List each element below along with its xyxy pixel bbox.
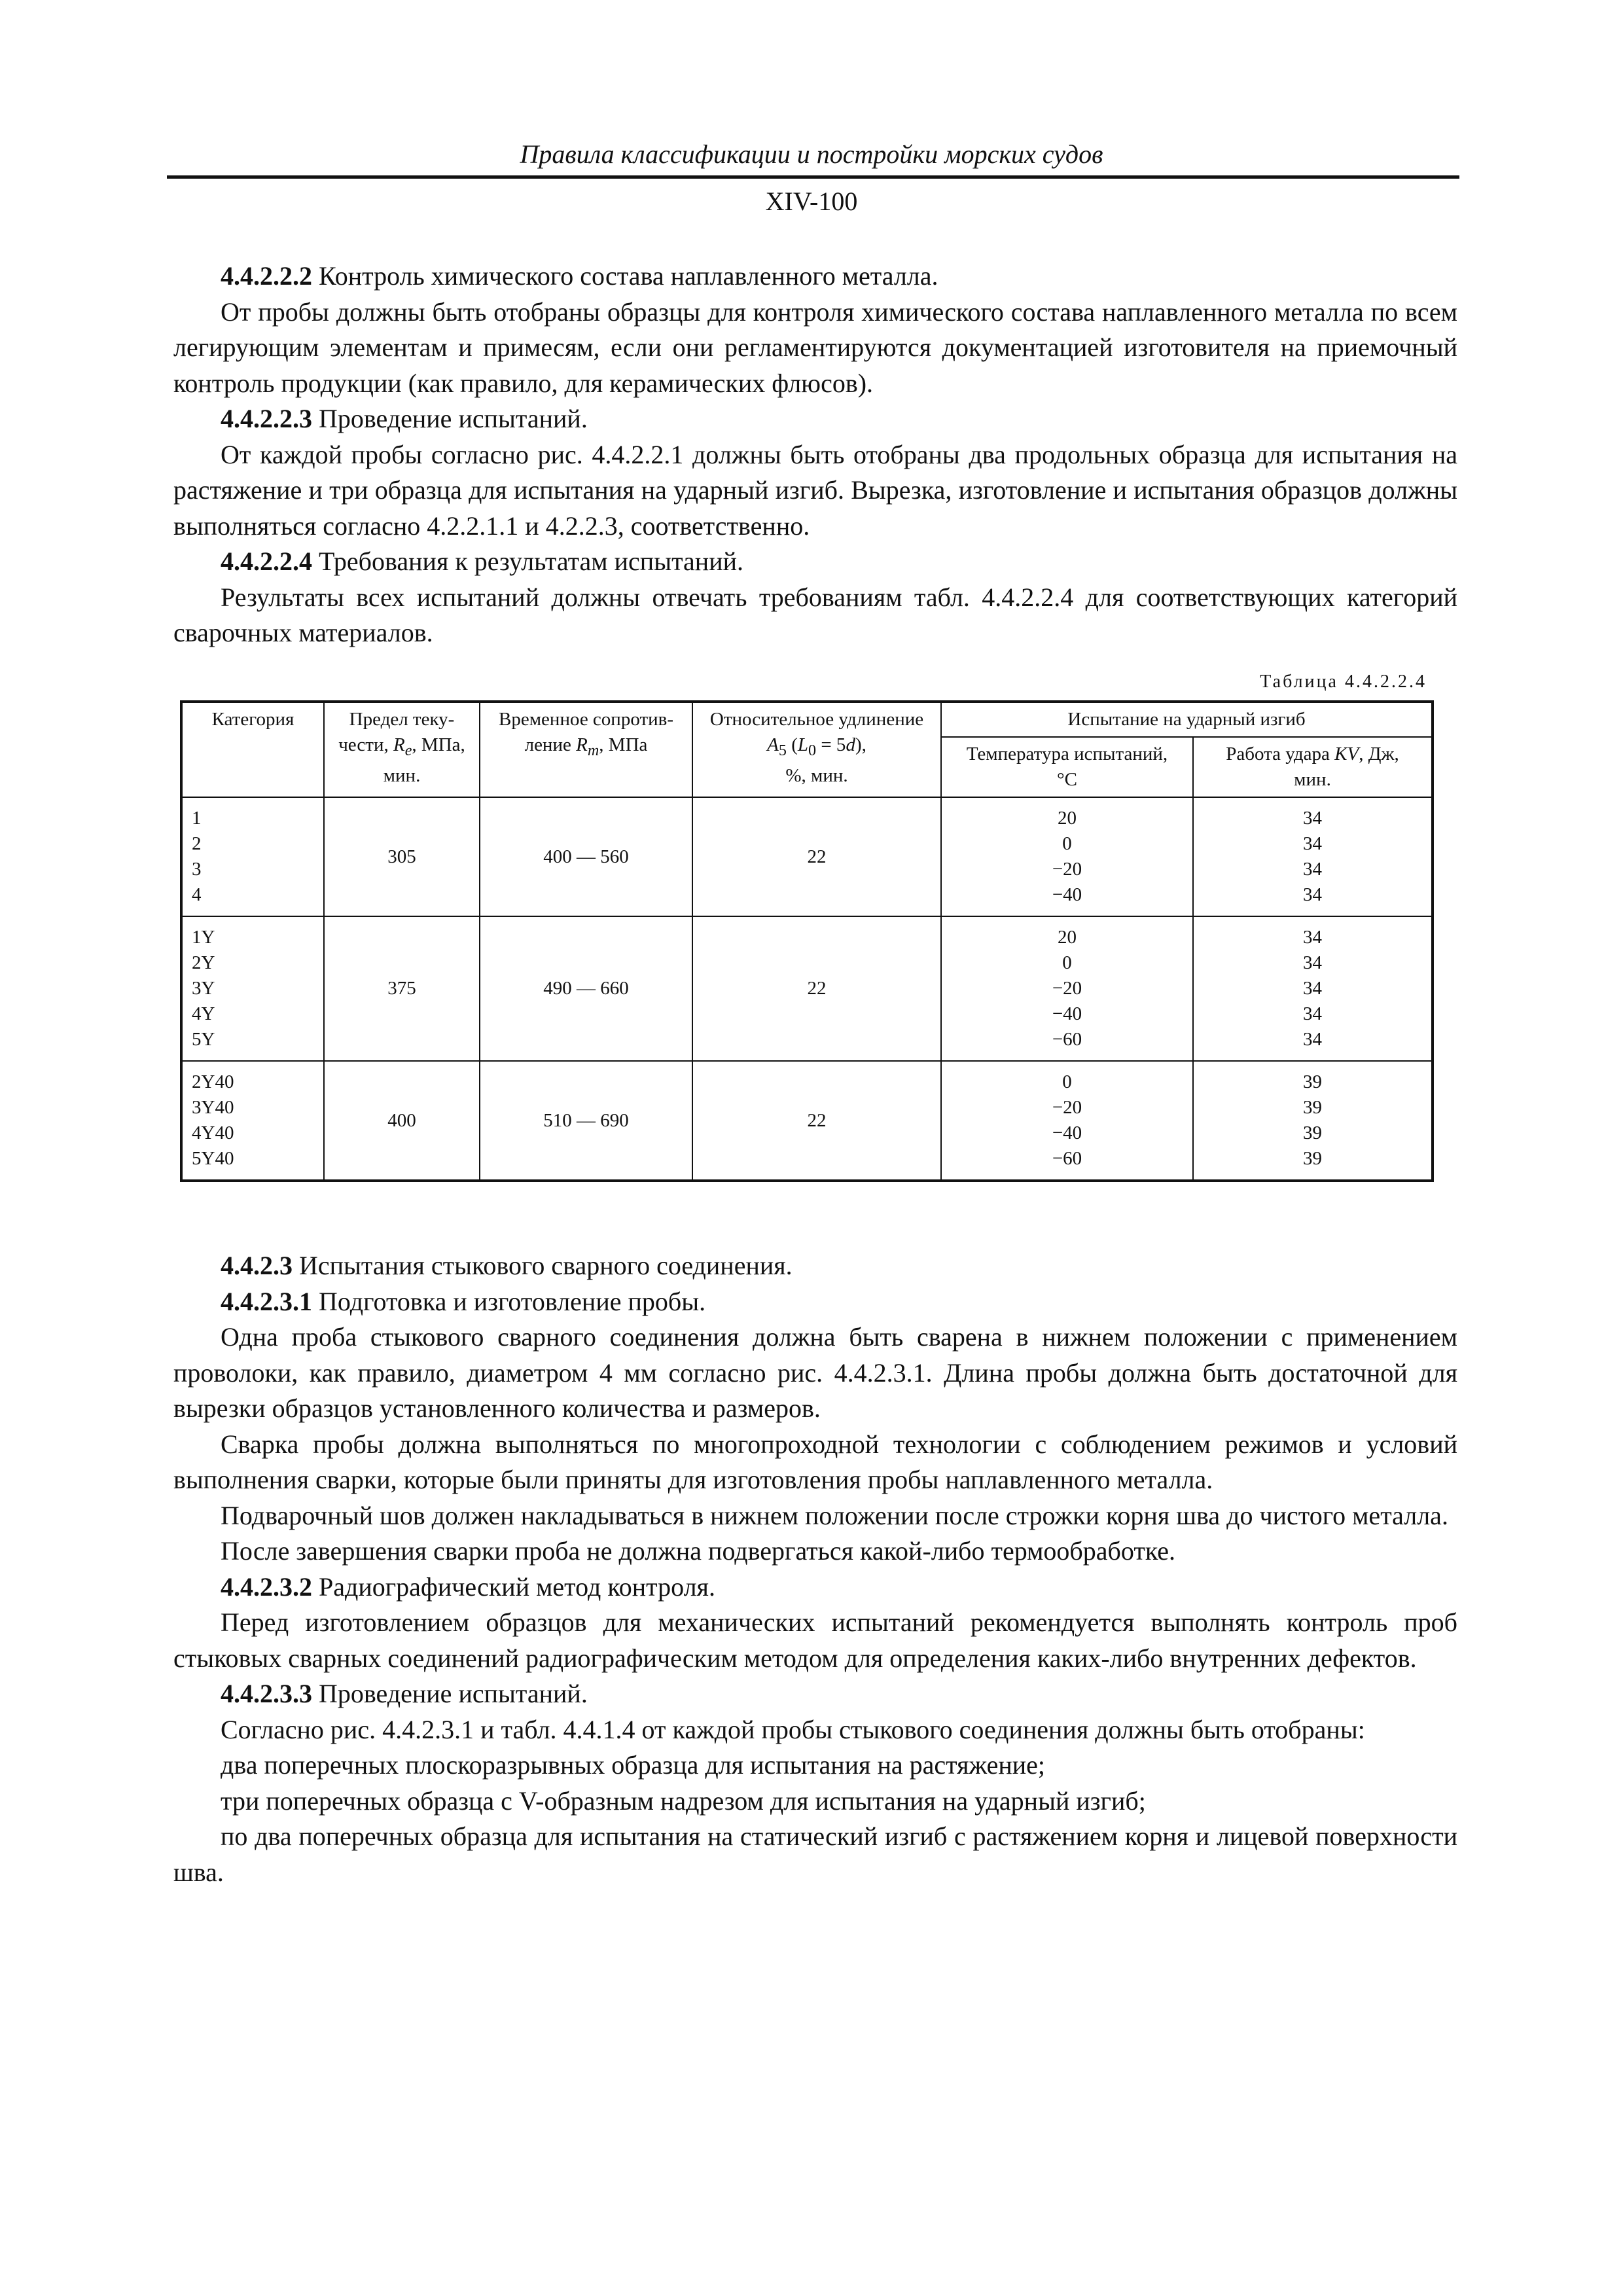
cell-categories: 1 2 3 4: [181, 797, 324, 916]
clause-number: 4.4.2.3.2: [221, 1571, 312, 1602]
paragraph: Подварочный шов должен накладываться в нижнем положении после строжки корня шва до чистого металла.: [221, 1500, 1448, 1530]
paragraph: Согласно рис. 4.4.2.3.1 и табл. 4.4.1.4 от каждой пробы стыкового соединения должны быть отобраны:: [221, 1714, 1365, 1744]
clause-number: 4.4.2.2.2: [221, 261, 312, 291]
cell-tensile: 400 — 560: [480, 797, 692, 916]
clause-number: 4.4.2.2.4: [221, 547, 312, 576]
cell-temperatures: 0 −20 −40 −60: [941, 1061, 1193, 1181]
running-title: Правила классификации и постройки морских судов: [520, 139, 1103, 169]
requirements-table: [180, 700, 1434, 1182]
cell-temperatures: 20 0 −20 −40: [941, 797, 1193, 916]
paragraph: От каждой пробы согласно рис. 4.4.2.2.1 должны быть отобраны два продольных образца для испытания на растяжение и три образца для испытания на ударный изгиб. Вырезка, изготовление и испытания образцов должны выполняться согласно 4.2.2.1.1 и 4.2.2.3, соответственно.: [173, 439, 1457, 541]
cell-elongation: 22: [692, 1061, 941, 1181]
page-number: XIV-100: [765, 187, 858, 216]
cell-yield: 305: [324, 797, 480, 916]
header-category: Категория: [181, 702, 324, 797]
cell-energies: 34 34 34 34: [1193, 797, 1433, 916]
cell-elongation: 22: [692, 797, 941, 916]
table-row: [181, 797, 1433, 916]
cell-yield: 375: [324, 916, 480, 1061]
paragraph: Перед изготовлением образцов для механических испытаний рекомендуется выполнять контроль проб стыковых сварных соединений радиографическим методом для определения каких-либо внутренних дефектов.: [173, 1607, 1457, 1673]
cell-tensile: 490 — 660: [480, 916, 692, 1061]
clause-number: 4.4.2.3.1: [221, 1286, 312, 1316]
cell-categories: 2Y40 3Y40 4Y40 5Y40: [181, 1061, 324, 1181]
paragraph: Сварка пробы должна выполняться по многопроходной технологии с соблюдением режимов и условий выполнения сварки, которые были приняты для изготовления пробы наплавленного металла.: [173, 1429, 1457, 1494]
clause-number: 4.4.2.3.3: [221, 1679, 312, 1708]
table-row: [181, 1061, 1433, 1181]
header-rule: [167, 175, 1459, 179]
table-row: [181, 916, 1433, 1061]
cell-yield: 400: [324, 1061, 480, 1181]
clause-number: 4.4.2.3: [221, 1251, 293, 1280]
paragraph: 4.4.2.3 Испытания стыкового сварного соединения.: [221, 1251, 793, 1280]
header-impact-test: Испытание на ударный изгиб: [941, 702, 1433, 737]
header-elongation: Относительное удлинение $A_5$ $(L_0 = 5d)$, %, мин.: [692, 702, 941, 797]
list-item: два поперечных плоскоразрывных образца для испытания на растяжение;: [221, 1750, 1046, 1780]
clause-number: 4.4.2.2.3: [221, 404, 312, 433]
cell-elongation: 22: [692, 916, 941, 1061]
cell-temperatures: 20 0 −20 −40 −60: [941, 916, 1193, 1061]
list-item: по два поперечных образца для испытания на статический изгиб с растяжением корня и лицевой поверхности шва.: [173, 1821, 1457, 1887]
header-yield-strength: Предел теку- чести, $R_e$, МПа, мин.: [324, 702, 480, 797]
text-block-upper: [173, 259, 1457, 651]
cell-energies: 39 39 39 39: [1193, 1061, 1433, 1181]
list-item: три поперечных образца с V-образным надрезом для испытания на ударный изгиб;: [221, 1785, 1146, 1816]
paragraph: 4.4.2.3.3 Проведение испытаний.: [221, 1679, 588, 1708]
header-impact-energy: Работа удара KV, Дж, мин.: [1193, 737, 1433, 797]
cell-tensile: 510 — 690: [480, 1061, 692, 1181]
header-test-temperature: Температура испытаний, °C: [941, 737, 1193, 797]
header-tensile-strength: Временное сопротив- ление $R_m$, МПа: [480, 702, 692, 797]
table-caption: Таблица 4.4.2.2.4: [1260, 672, 1427, 692]
paragraph: 4.4.2.2.4 Требования к результатам испытаний.: [221, 547, 744, 576]
text-block-lower: [173, 1248, 1457, 1890]
paragraph: 4.4.2.2.3 Проведение испытаний.: [221, 404, 588, 433]
paragraph: От пробы должны быть отобраны образцы для контроля химического состава наплавленного металла по всем легирующим элементам и примесям, если они регламентируются документацией изготовителя на приемочный контроль продукции (как правило, для керамических флюсов).: [173, 296, 1457, 398]
paragraph: После завершения сварки проба не должна подвергаться какой-либо термообработке.: [221, 1536, 1176, 1566]
paragraph: 4.4.2.3.1 Подготовка и изготовление пробы.: [221, 1286, 706, 1316]
cell-categories: 1Y 2Y 3Y 4Y 5Y: [181, 916, 324, 1061]
paragraph: 4.4.2.3.2 Радиографический метод контроля.: [221, 1571, 715, 1602]
paragraph: Одна проба стыкового сварного соединения должна быть сварена в нижнем положении с применением проволоки, как правило, диаметром 4 мм согласно рис. 4.4.2.3.1. Длина пробы должна быть достаточной для вырезки образцов установленного количества и размеров.: [173, 1322, 1457, 1423]
paragraph: Результаты всех испытаний должны отвечать требованиям табл. 4.4.2.2.4 для соответствующих категорий сварочных материалов.: [173, 582, 1457, 647]
cell-energies: 34 34 34 34 34: [1193, 916, 1433, 1061]
paragraph: 4.4.2.2.2 Контроль химического состава наплавленного металла.: [221, 261, 938, 291]
